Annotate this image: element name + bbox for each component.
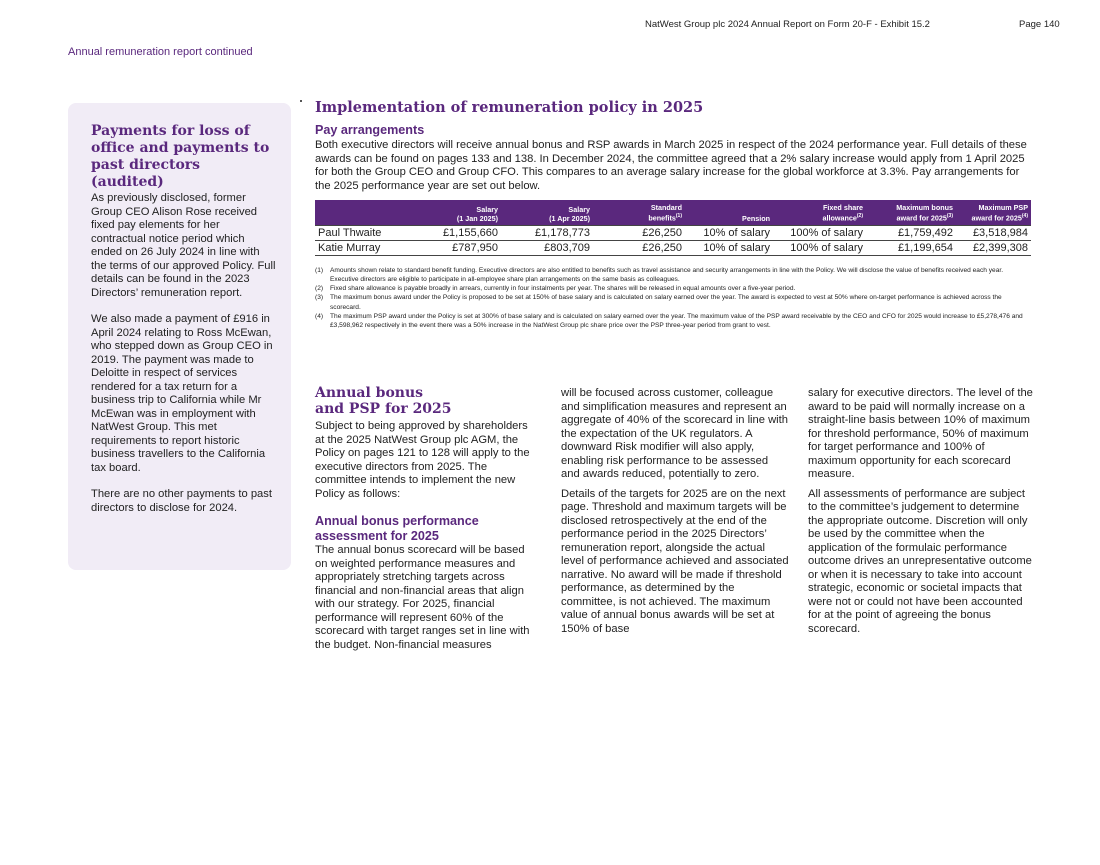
footnote: (2) Fixed share allowance is payable broadly in arrears, currently in four instalments per year. The shares will be released in equal amounts over a five-year period.: [315, 285, 796, 293]
table-cell: £1,199,654: [866, 240, 956, 255]
pay-table: [315, 200, 1031, 256]
table-header-cell: [315, 200, 409, 225]
section-subtitle: Pay arrangements: [315, 123, 425, 137]
sidebar-paragraph: As previously disclosed, former Group CEO Alison Rose received fixed pay elements for her contractual notice period which ended on 26 July 2024 in line with the terms of our approved Policy. Full details can be found in the 2023 Directors’ remuneration report.: [91, 192, 276, 299]
decorative-dot: [300, 100, 302, 102]
table-row: [315, 225, 1031, 240]
body-paragraph: Subject to being approved by shareholders at the 2025 NatWest Group plc AGM, the Policy on pages 121 to 128 will apply to the executive directors from 2025. The committee intends to implement the new Policy as follows:: [315, 420, 530, 500]
section-label: Annual remuneration report continued: [68, 46, 253, 58]
table-cell: £1,759,492: [866, 225, 956, 240]
text-column-1: [315, 385, 537, 652]
sidebar-paragraph: There are no other payments to past directors to disclose for 2024.: [91, 488, 272, 514]
body-paragraph: Details of the targets for 2025 are on the next page. Threshold and maximum targets will be disclosed retrospectively at the end of the performance period in the 2025 Directors’ remuneration report, alongside the actual level of performance achieved and associated narrative. No award will be made if threshold performance, as determined by the committee, is not achieved. The maximum value of annual bonus awards will be set at 150% of base: [561, 487, 789, 635]
table-cell: £787,950: [409, 240, 501, 255]
table-cell: £1,155,660: [409, 225, 501, 240]
table-cell: £26,250: [593, 240, 685, 255]
table-cell: £3,518,984: [956, 225, 1031, 240]
body-paragraph: salary for executive directors. The level of the award to be paid will normally increase on a straight-line basis between 10% of maximum for threshold performance, 50% of maximum for target performance and 100% of maximum opportunity for each scorecard measure.: [808, 387, 1033, 480]
document-header: NatWest Group plc 2024 Annual Report on Form 20-F - Exhibit 15.2: [645, 19, 930, 30]
table-cell: 10% of salary: [685, 240, 773, 255]
performance-heading: Annual bonus performance assessment for 2025: [315, 514, 479, 543]
table-header-cell: Maximum bonus award for 2025$^{(3)}$: [866, 200, 956, 225]
table-header-cell: Pension: [685, 200, 773, 225]
table-cell: £803,709: [501, 240, 593, 255]
table-header-cell: Fixed share allowance$^{(2)}$: [773, 200, 866, 225]
table-cell: 100% of salary: [773, 225, 866, 240]
table-header-cell: Salary (1 Apr 2025): [501, 200, 593, 225]
sidebar-panel: [68, 103, 291, 570]
intro-paragraph: Both executive directors will receive annual bonus and RSP awards in March 2025 in respect of the 2024 performance year. Full details of these awards can be found on pages 133 and 138. In December 2024, the committee agreed that a 2% salary increase would apply from 1 April 2025 for both the Group CEO and Group CFO. This compares to an average salary increase for the global workforce at 3.3%. Pay arrangements for the 2025 performance year are set out below.: [315, 139, 1027, 192]
main-content: [315, 99, 1031, 331]
table-header-row: [315, 200, 1031, 225]
table-cell: £26,250: [593, 225, 685, 240]
sidebar-paragraph: We also made a payment of £916 in April 2024 relating to Ross McEwan, who stepped down as Group CEO in 2019. The payment was made to Deloitte in respect of services rendered for a tax return for a business trip to California while Mr McEwan was in employment with NatWest Group. This met requirements to report historic business travellers to the California tax board.: [91, 313, 273, 474]
table-header-cell: Maximum PSP award for 2025$^{(4)}$: [956, 200, 1031, 225]
row-name: Katie Murray: [315, 240, 409, 255]
table-header-cell: Salary (1 Jan 2025): [409, 200, 501, 225]
text-column-3: [808, 387, 1034, 636]
sidebar-title: Payments for loss of office and payments to past directors (audited): [91, 123, 270, 190]
body-paragraph: The annual bonus scorecard will be based on weighted performance measures and appropriately stretching targets across financial and non-financial areas that align with our strategy. For 2025, financial performance will represent 60% of the scorecard with target ranges set in line with the budget. Non-financial measures: [315, 544, 530, 651]
table-header-cell: Standard benefits$^{(1)}$: [593, 200, 685, 225]
text-column-2: [561, 387, 789, 636]
footnote: (4) The maximum PSP award under the Policy is set at 300% of base salary and is calculated on salary earned over the year. The maximum value of the PSP award receivable by the CEO and CFO for 2025 would increase to £5,278,476 and £3,598,962 respectively in the event there was a 50% increase in the NatWest Group plc share price over the PSP three-year period from grant to vest.: [315, 312, 1023, 330]
table-row: [315, 240, 1031, 255]
footnote: (1) Amounts shown relate to standard benefit funding. Executive directors are also entitled to benefits such as travel assistance and security arrangements in line with the Policy. We will disclose the value of benefits received each year. Executive directors are eligible to participate in all-employee share plan arrangements on the same basis as colleagues.: [315, 266, 1004, 283]
table-cell: £2,399,308: [956, 240, 1031, 255]
table-cell: 10% of salary: [685, 225, 773, 240]
body-paragraph: All assessments of performance are subject to the committee’s judgement to determine the appropriate outcome. Discretion will only be used by the committee when the application of the formulaic performance outcome drives an unrepresentative outcome or when it is necessary to take into account strategic, economic or societal impacts that were not or could not have been accounted for at the point of agreeing the bonus scorecard.: [808, 487, 1032, 635]
page-title: Implementation of remuneration policy in 2025: [315, 99, 704, 116]
footnote: (3) The maximum bonus award under the Policy is proposed to be set at 150% of base salary and is calculated on salary earned over the year. The award is expected to vest at 50% where on-target performance is achieved across the scorecard.: [315, 294, 1002, 311]
body-paragraph: will be focused across customer, colleague and simplification measures and represent an aggregate of 40% of the scorecard in line with the expectation of the UK regulators. A downward Risk modifier will also apply, enabling risk performance to be assessed and awards reduced, potentially to zero.: [561, 387, 788, 480]
footnotes: [315, 266, 1031, 331]
row-name: Paul Thwaite: [315, 225, 409, 240]
page-number: Page 140: [1019, 19, 1060, 30]
table-cell: 100% of salary: [773, 240, 866, 255]
table-cell: £1,178,773: [501, 225, 593, 240]
bonus-heading: Annual bonus and PSP for 2025: [315, 385, 452, 417]
